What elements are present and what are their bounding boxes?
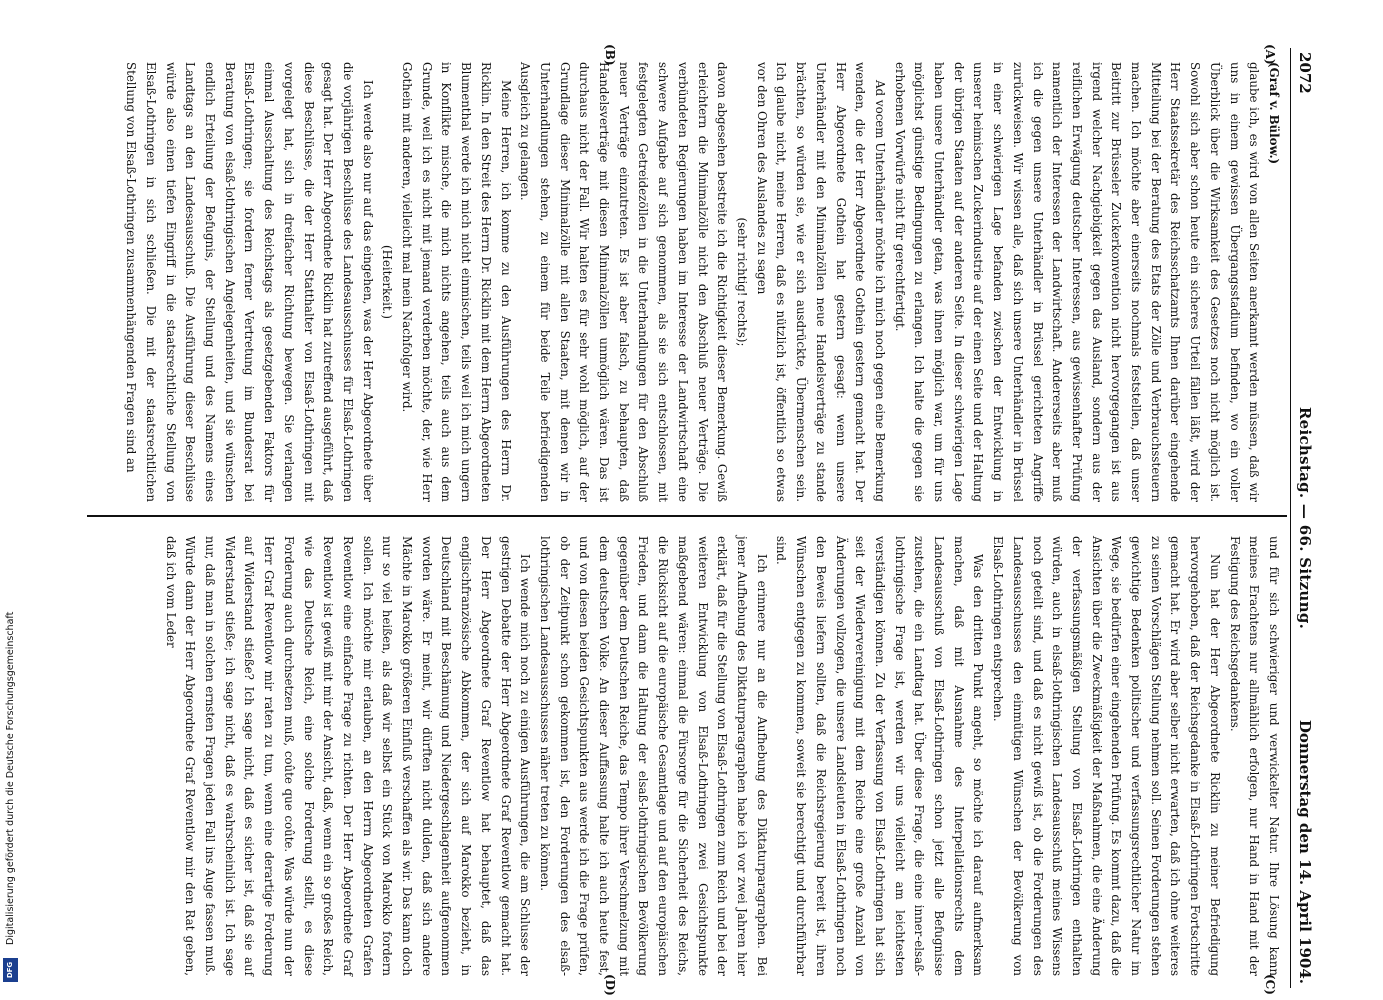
page-number: 2072 [1296, 52, 1314, 94]
digitisation-credit: Digitalisierung gefördert durch die Deutsche Forschungsgemeinschaft [5, 611, 16, 945]
rotated-page [85, 44, 1317, 996]
paragraph: und für sich schwieriger und verwickelter Natur. Ihre Lösung kann meines Erachtens nur allmählich erfolgen, nur Hand in Hand mit der Festigung des Reichsgedankens. [1227, 536, 1281, 976]
margin-marker-d: (D) [603, 974, 617, 996]
session-date: Donnerstag den 14. April 1904. [1296, 719, 1314, 984]
interjection: (sehr richtig! rechts); [735, 217, 750, 347]
dfg-logo: DFG [3, 958, 18, 982]
speaker-label: (Graf v. Bülow.) [1267, 62, 1281, 165]
paragraph: glaube ich, es wird von allen Seiten anerkannt werden müssen, daß wir uns in einem gewissen Übergangsstadium befinden, wo ein voller Überblick über die Wirksamkeit des Gesetzes noch nicht möglich ist. Sowohl sich aber schon heute ein sicheres Urteil fällen läßt, wird der Herr Staatssekretär des Reichsschatzamts Ihnen darüber eingehende Mitteilung bei der Beratung des Etats der Zölle und Verbrauchssteuern machen. Ich möchte aber einerseits nochmals feststellen, daß unser Beitritt zur Brüsseler Zuckerkonvention nicht hervorgegangen ist aus irgend welcher Nachgiebigkeit gegen das Ausland, sondern aus der reiflichen Erwägung deutscher Interessen, aus gewissenhafter Prüfung namentlich der Interessen der Landwirtschaft. Andererseits aber muß ich die gegen unsere Unterhändler in Brüssel gerichteten Angriffe zurückweisen. Wir wissen alle, daß sich unsere Unterhändler in Brüssel in einer schwierigen Lage befanden zwischen der Entwicklung in unserer heimischen Zuckerindustrie auf der einen Seite und der Haltung der übrigen Staaten auf der anderen Seite. In dieser schwierigen Lage haben unsere Unterhändler getan, was ihnen möglich war, um für uns möglichst günstige Bedingungen zu erlangen. Ich halte die gegen sie erhobenen Vorwürfe nicht für gerechtfertigt. [892, 62, 1262, 502]
paragraph: Ich wende mich noch zu einigen Ausführungen, die am Schlusse der gestrigen Debatte der Herr Abgeordnete Graf Reventlow gemacht hat. Der Herr Abgeordnete Graf Reventlow hat behauptet, daß das englischfranzösische Abkommen, der sich auf Marokko bezieht, in Deutschland mit Beschämung und Niedergeschlagenheit aufgenommen worden wäre. Er meint, wir dürften nicht dulden, daß sich andere Mächte in Marokko größeren Einfluß verschaffen als wir. Das kann doch nur so viel heißen, als daß wir selbst ein Stück von Marokko fordern sollen. Ich möchte mir erlauben, an den Herrn Abgeordneten Grafen Reventlow eine einfache Frage zu richten. Der Herr Abgeordnete Graf Reventlow ist gewiß mit mir der Ansicht, daß, wenn ein so großes Reich, wie das Deutsche Reich, eine solche Forderung stellt, es diese Forderung auch durchsetzen muß, coûte que coûte. Was würde nun der Herr Graf Reventlow mir raten zu tun, wenn eine derartige Forderung auf Widerstand stieße? Ich sage nicht, daß es sicher ist, daß sie auf Widerstand stieße; ich sage nicht, daß es wahrscheinlich ist. Ich sage nur, daß man in solchen ernsten Fragen jeden Fall ins Auge fassen muß. Würde dann der Herr Abgeordnete Graf Reventlow mir den Rat geben, daß ich vom Leder [163, 536, 533, 976]
paragraph: Meine Herren, ich komme zu den Ausführungen des Herrn Dr. Ricklin. In den Streit des Herrn Dr. Ricklin mit dem Herrn Abgeordneten Blumenthal werde ich mich nicht einmischen, teils weil ich mich ungern in Konflikte mische, die mich nichts angehen, teils auch aus dem Grunde, weil ich es nicht mit jemand verderben möchte, der, wie Herr Gothein mit anderen, vielleicht mal mein Nachfolger wird. [400, 62, 513, 502]
column-divider [87, 515, 1287, 517]
paragraph: Was den dritten Punkt angeht, so möchte ich darauf aufmerksam machen, daß mit Ausnahme des Interpellationsrechts dem Landesausschuß von Elsaß-Lothringen schon jetzt alle Befugnisse zustehen, die ein Landtag hat. Über diese Frage, die eine inner-elsaß-lothringische Frage ist, werden wir uns vielleicht am leichtesten verständigen können. Zu der Verfassung von Elsaß-Lothringen hat sich seit der Wiedervereinigung mit dem Reiche eine große Anzahl von Änderungen vollzogen, die unsere Landsleuten in Elsaß-Lothringen noch den Beweis liefern sollten, daß die Reichsregierung bereit ist, ihren Wünschen entgegen zu kommen, soweit sie berechtigt und durchführbar sind. [774, 536, 986, 976]
paragraph: Ich werde also nur auf das eingehen, was der Herr Abgeordnete über die vorjährigen Beschlüsse des Landesausschusses für Elsaß-Lothringen gesagt hat. Der Herr Abgeordnete Ricklin hat zutreffend ausgeführt, daß diese Beschlüsse, die der Herr Statthalter von Elsaß-Lothringen mit vorgelegt hat, sich in dreifacher Richtung bewegen. Sie verlangen einmal Ausschaltung des Reichstags als gesetzgebenden Faktors für Elsaß-Lothringen; sie fordern ferner Vertretung im Bundesrat bei Beratung von elsaß-lothringischen Angelegenheiten, und sie wünschen endlich Erteilung der Befugnis, der Stellung und des Namens eines Landtags an den Landesausschuß. Die Ausführung dieser Beschlüsse würde also einen tiefen Eingriff in die staatsrechtliche Stellung von Elsaß-Lothringen in sich schließen. Die mit der staatsrechtlichen Stellung von Elsaß-Lothringen zusammenhängenden Fragen sind an [124, 62, 375, 502]
paragraph: davon abgesehen bestreite ich die Richtigkeit dieser Bemerkung. Gewiß erleichtern die Minimalzölle nicht den Abschluß neuer Verträge. Die verbündeten Regierungen haben im Interesse der Landwirtschaft eine schwere Aufgabe auf sich genommen, als sie sich entschlossen, mit festgelegten Getreidezöllen in die Unterhandlungen für den Abschluß neuer Verträge einzutreten. Es ist aber falsch, zu behaupten, daß Handelsverträge mit diesen Minimalzöllen unmöglich wären. Das ist durchaus nicht der Fall. Wir halten es für sehr wohl möglich, auf der Grundlage dieser Minimalzölle mit allen Staaten, mit denen wir in Unterhandlungen stehen, zu einem für beide Teile befriedigenden Ausgleich zu gelangen. [518, 62, 730, 502]
page-title: Reichstag. — 66. Sitzung. [1296, 406, 1314, 630]
paragraph: Ich erinnere nur an die Aufhebung des Diktaturparagraphen. Bei jener Aufhebung des Diktaturparagraphen habe ich vor zwei Jahren hier erklärt, daß für die Stellung von Elsaß-Lothringen zum Reich und bei der weiteren Entwicklung von Elsaß-Lothringen zwei Gesichtspunkte maßgebend wären: einmal die Fürsorge für die Sicherheit des Reichs, die Rücksicht auf die europäische Gesamtlage und auf den europäischen Frieden, und dann die Haltung der elsaß-lothringischen Bevölkerung gegenüber dem Deutschen Reiche, das Tempo ihrer Verschmelzung mit dem deutschen Volke. An dieser Auffassung halte ich auch heute fest, und von diesen beiden Gesichtspunkten aus werde ich die Frage prüfen, ob der Zeitpunkt schon gekommen ist, den Forderungen des elsaß-lothringischen Landesausschusses näher treten zu können. [537, 536, 769, 976]
digitisation-strip [0, 0, 22, 1000]
margin-marker-c: (C) [1263, 974, 1277, 995]
page-header [1290, 48, 1317, 988]
interjection: (Heiterkeit.) [380, 244, 395, 319]
paragraph: Ad vocem Unterhändler möchte ich mich noch gegen eine Bemerkung wenden, die der Herr Abgeordnete Gothein gestern gemacht hat. Der Herr Abgeordnete Gothein hat gestern gesagt: wenn unsere Unterhändler mit den Minimalzöllen neue Handelsverträge zu stande brächten, so würden sie, wie er sich ausdrückte, Übermenschen sein. Ich glaube nicht, meine Herren, daß es nützlich ist, öffentlich so etwas vor den Ohren des Auslandes zu sagen [754, 62, 887, 502]
left-column [121, 62, 1283, 502]
paragraph: Nun hat der Herr Abgeordnete Ricklin zu meiner Befriedigung hervorgehoben, daß der Reichsgedanke in Elsaß-Lothringen Fortschritte gemacht hat. Er wird aber selber nicht erwarten, daß ich ohne weiteres zu seinen Vorschlägen Stellung nehmen soll. Seinen Forderungen stehen gewichtige Bedenken politischer und verfassungsrechtlicher Natur im Wege, sie bedürfen einer eingehenden Prüfung. Es kommt dazu, daß die Ansichten über die Zweckmäßigkeit der Maßnahmen, die eine Änderung der verfassungsmäßigen Stellung von Elsaß-Lothringen enthalten würden, auch in elsaß-lothringischen Landesausschuß meines Wissens noch geteilt sind, und daß es nicht gewiß ist, ob die Forderungen des Landesausschusses den einmütigen Wünschen der Bevölkerung von Elsaß-Lothringen entsprechen. [991, 536, 1222, 976]
scanned-page [76, 44, 1326, 996]
margin-marker-b: (B) [603, 44, 617, 66]
margin-marker-a: (A) [1263, 44, 1277, 65]
right-column [160, 536, 1283, 976]
